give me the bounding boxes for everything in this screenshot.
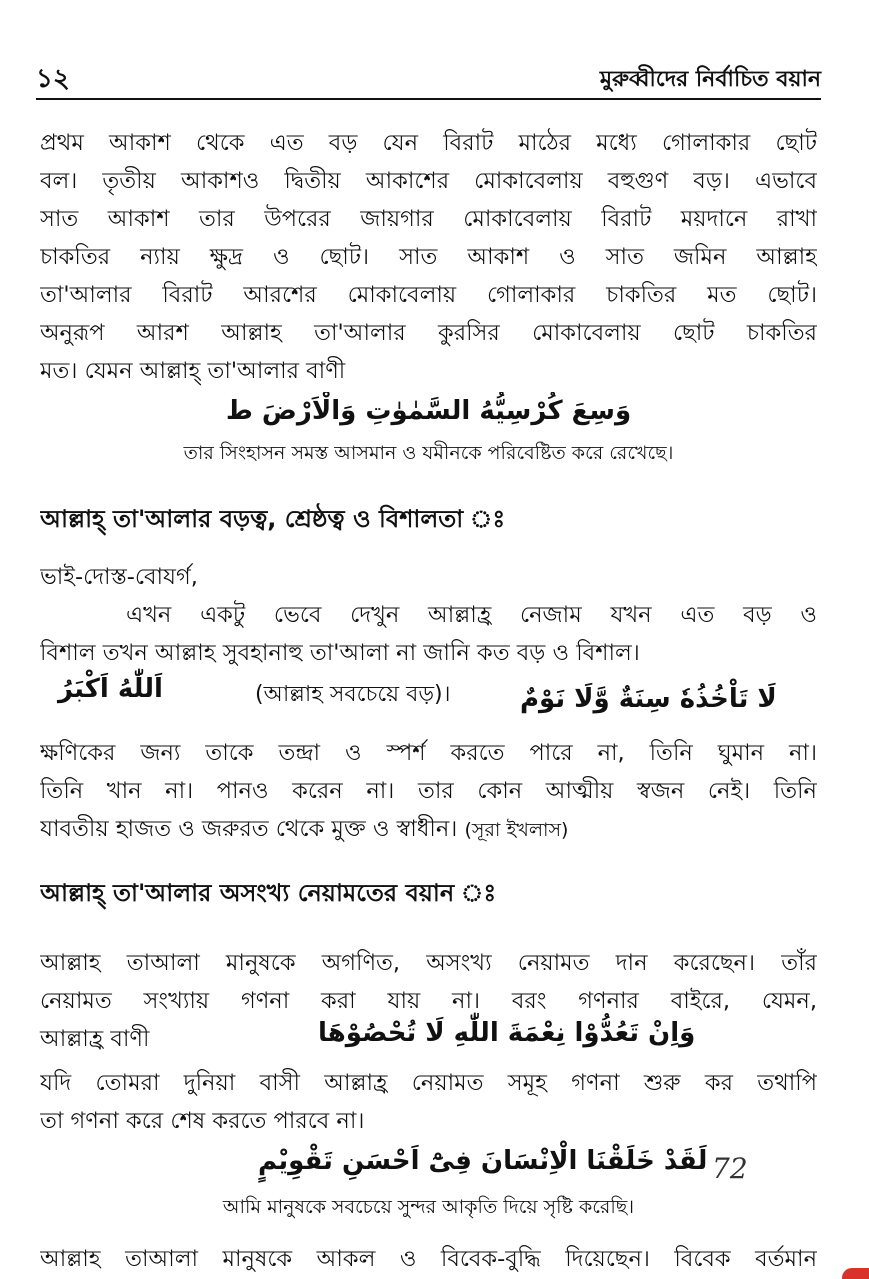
section-heading: আল্লাহ্ তা'আলার অসংখ্য নেয়ামতের বয়ান ঃ xyxy=(40,879,497,907)
paragraph-line: আল্লাহ তাআলা মানুষকে অগণিত, অসংখ্য নেয়ামত দান করেছেন। তাঁর xyxy=(40,950,817,976)
paragraph-line: তা'আলার বিরাট আরশের মোকাবেলায় গোলাকার চাকতির মত ছোট। xyxy=(40,282,817,308)
arabic-verse: لَقَدْ خَلَقْنَا الْاِنْسَانَ فِىْٓ اَحْسَنِ تَقْوِيْمٍ xyxy=(258,1146,708,1176)
arabic-verse: لَا تَاْخُذُهٗ سِنَةٌ وَّلَا نَوْمٌ xyxy=(520,684,777,714)
paragraph-line: চাকতির ন্যায় ক্ষুদ্র ও ছোট। সাত আকাশ ও সাত জমিন আল্লাহ xyxy=(40,244,817,270)
salutation: ভাই-দোস্ত-বোযর্গ, xyxy=(40,564,198,590)
paragraph-line xyxy=(40,810,817,849)
verse-translation: তার সিংহাসন সমস্ত আসমান ও যমীনকে পরিবেষ্টিত করে রেখেছে। xyxy=(183,442,674,464)
arabic-verse: وَسِعَ كُرْسِيُّهُ السَّمٰوٰتِ وَالْاَرْضَ ط xyxy=(225,396,632,426)
verse-intro: আল্লাহ্র বাণী xyxy=(40,1026,150,1052)
surah-reference: (সূরা ইখলাস) xyxy=(464,819,569,841)
page-header xyxy=(36,58,821,100)
paragraph-line: প্রথম আকাশ থেকে এত বড় যেন বিরাট মাঠের মধ্যে গোলাকার ছোট xyxy=(40,130,817,156)
takbir-translation: (আল্লাহ সবচেয়ে বড়)। xyxy=(255,682,451,707)
page-edge-mark xyxy=(842,1268,869,1279)
running-title: মুরুব্বীদের নির্বাচিত বয়ান xyxy=(599,67,821,92)
paragraph-line: আল্লাহ তাআলা মানুষকে আকল ও বিবেক-বুদ্ধি দিয়েছেন। বিবেক বর্তমান xyxy=(40,1246,817,1272)
paragraph-line: তা গণনা করে শেষ করতে পারবে না। xyxy=(40,1108,365,1134)
paragraph-line: মত। যেমন আল্লাহ্ তা'আলার বাণী xyxy=(40,358,346,384)
verse-translation: আমি মানুষকে সবচেয়ে সুন্দর আকৃতি দিয়ে সৃষ্টি করেছি। xyxy=(222,1196,635,1218)
section-heading: আল্লাহ্ তা'আলার বড়ত্ব, শ্রেষ্ঠত্ব ও বিশালতা ঃ xyxy=(40,505,506,533)
arabic-verse: وَاِنْ تَعُدُّوْا نِعْمَةَ اللّٰهِ لَا تُحْصُوْهَا xyxy=(318,1018,696,1048)
paragraph-line: ক্ষণিকের জন্য তাকে তন্দ্রা ও স্পর্শ করতে পারে না, তিনি ঘুমান না। xyxy=(40,740,817,766)
paragraph-line: বল। তৃতীয় আকাশও দ্বিতীয় আকাশের মোকাবেলায় বহুগুণ বড়। এভাবে xyxy=(40,168,817,194)
paragraph-line: তিনি খান না। পানও করেন না। তার কোন আত্মীয় স্বজন নেই। তিনি xyxy=(40,778,817,804)
paragraph-line: নেয়ামত সংখ্যায় গণনা করা যায় না। বরং গণনার বাইরে, যেমন, xyxy=(40,988,817,1014)
paragraph-line: সাত আকাশ তার উপরের জায়গার মোকাবেলায় বিরাট ময়দানে রাখা xyxy=(40,206,817,232)
paragraph-line: এখন একটু ভেবে দেখুন আল্লাহ্র নেজাম যখন এত বড় ও xyxy=(126,602,817,628)
paragraph-line: বিশাল তখন আল্লাহ সুবহানাহু তা'আলা না জানি কত বড় ও বিশাল। xyxy=(40,640,640,666)
handwritten-mark: 72 xyxy=(712,1152,748,1185)
arabic-takbir: اَللّٰهُ اَكْبَرُ xyxy=(58,674,163,704)
page-number: ১২ xyxy=(36,64,70,94)
paragraph-line: অনুরূপ আরশ আল্লাহ তা'আলার কুরসির মোকাবেলায় ছোট চাকতির xyxy=(40,320,817,346)
paragraph-line: যদি তোমরা দুনিয়া বাসী আল্লাহ্র নেয়ামত সমূহ গণনা শুরু কর তথাপি xyxy=(40,1070,817,1096)
paragraph-text: যাবতীয় হাজত ও জরুরত থেকে মুক্ত ও স্বাধীন। xyxy=(40,816,458,842)
